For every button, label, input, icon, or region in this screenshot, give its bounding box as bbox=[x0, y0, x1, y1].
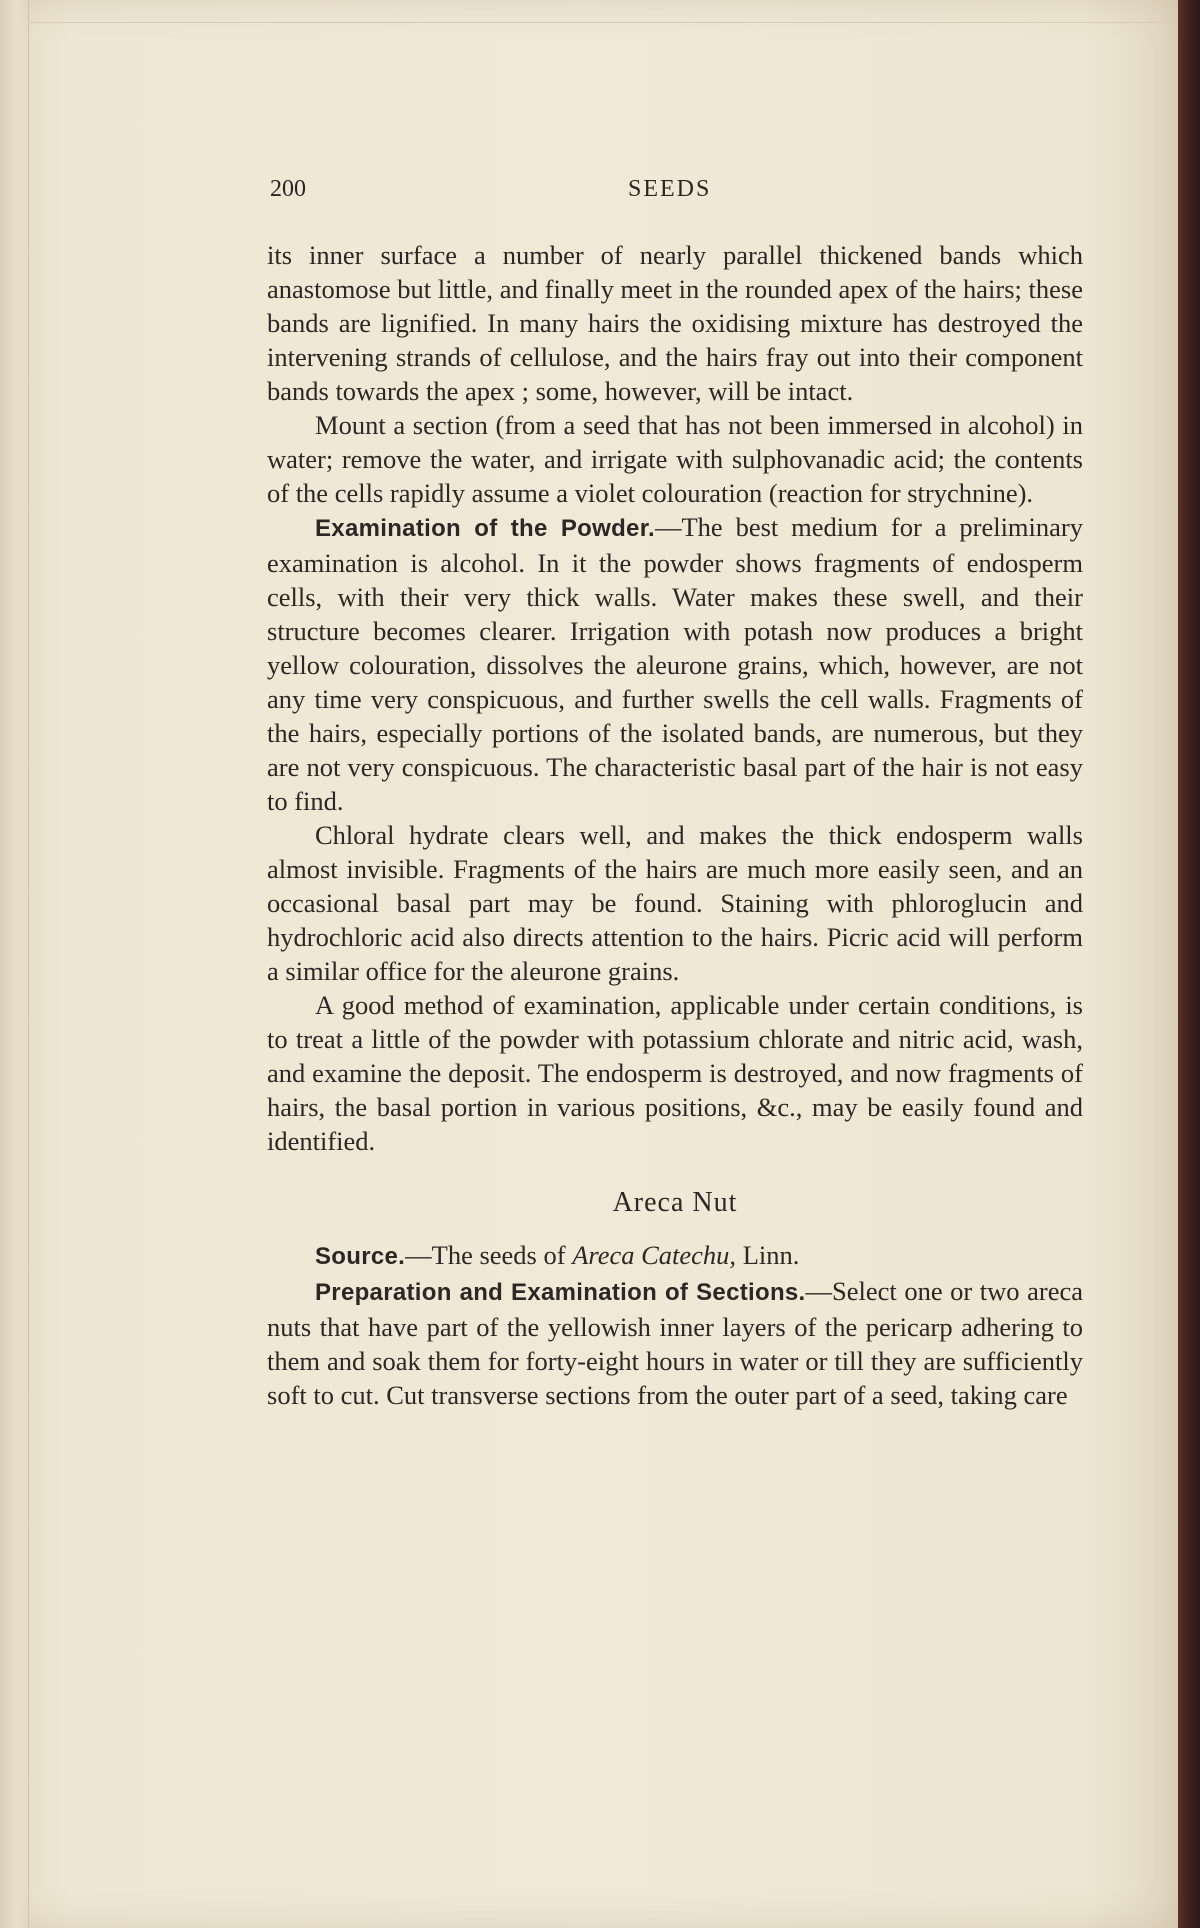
book-cover-edge bbox=[1178, 0, 1200, 1928]
running-head: SEEDS bbox=[628, 176, 712, 202]
paragraph-preparation bbox=[267, 1274, 1083, 1412]
page-gutter bbox=[0, 0, 29, 1928]
source-latin-name: Areca Catechu, bbox=[572, 1240, 737, 1270]
paragraph-mount-section: Mount a section (from a seed that has not been immersed in alcohol) in water; remove the water, and irrigate with sulphovanadic acid; the contents of the cells rapidly assume a violet colouration (reaction for strychnine). bbox=[267, 410, 1083, 508]
paragraph-good-method: A good method of examination, applicable under certain conditions, is to treat a little of the powder with potassium chlorate and nitric acid, wash, and examine the deposit. The endosperm is destroyed, and now fragments of hairs, the basal portion in various positions, &c., may be easily found and identified. bbox=[267, 990, 1083, 1156]
source-text-a: —The seeds of bbox=[405, 1240, 573, 1270]
page-number: 200 bbox=[270, 176, 306, 202]
preparation-text: —Select one or two areca nuts that have part of the yellowish inner layers of the pericarp adhering to them and soak them for forty-eight hours in water or till they are sufficiently soft to cut. Cut transverse sections from the outer part of a seed, taking care bbox=[267, 1276, 1083, 1410]
source-text-b: Linn. bbox=[736, 1240, 800, 1270]
page-header bbox=[270, 176, 1076, 210]
page-top-edge bbox=[28, 0, 1178, 23]
paragraph-powder-examination bbox=[267, 510, 1083, 818]
body-text bbox=[267, 238, 1083, 1412]
source-heading: Source. bbox=[315, 1243, 406, 1270]
powder-heading: Examination of the Powder. bbox=[315, 515, 655, 542]
preparation-heading: Preparation and Examination of Sections. bbox=[315, 1279, 806, 1306]
section-title: Areca Nut bbox=[612, 1187, 738, 1218]
paragraph-chloral-hydrate: Chloral hydrate clears well, and makes the thick endosperm walls almost invisible. Fragments of the hairs are much more easily seen, and an occasional basal part may be found. Staining with phloroglucin and hydrochloric acid also directs attention to the hairs. Picric acid will perform a similar office for the aleurone grains. bbox=[267, 820, 1083, 986]
paragraph-hairs: its inner surface a number of nearly parallel thickened bands which anastomose but little, and finally meet in the rounded apex of the hairs; these bands are lignified. In many hairs the oxidising mixture has destroyed the intervening strands of cellulose, and the hairs fray out into their component bands towards the apex ; some, however, will be intact. bbox=[267, 240, 1083, 406]
paragraph-source bbox=[267, 1238, 1083, 1274]
powder-text: —The best medium for a preliminary examination is alcohol. In it the powder shows fragments of endosperm cells, with their very thick walls. Water makes these swell, and their structure becomes clearer. Irrigation with potash now produces a bright yellow colouration, dissolves the aleurone grains, which, however, are not any time very conspicuous, and further swells the cell walls. Fragments of the hairs, especially portions of the isolated bands, are numerous, but they are not very conspicuous. The characteristic basal part of the hair is not easy to find. bbox=[267, 512, 1083, 816]
